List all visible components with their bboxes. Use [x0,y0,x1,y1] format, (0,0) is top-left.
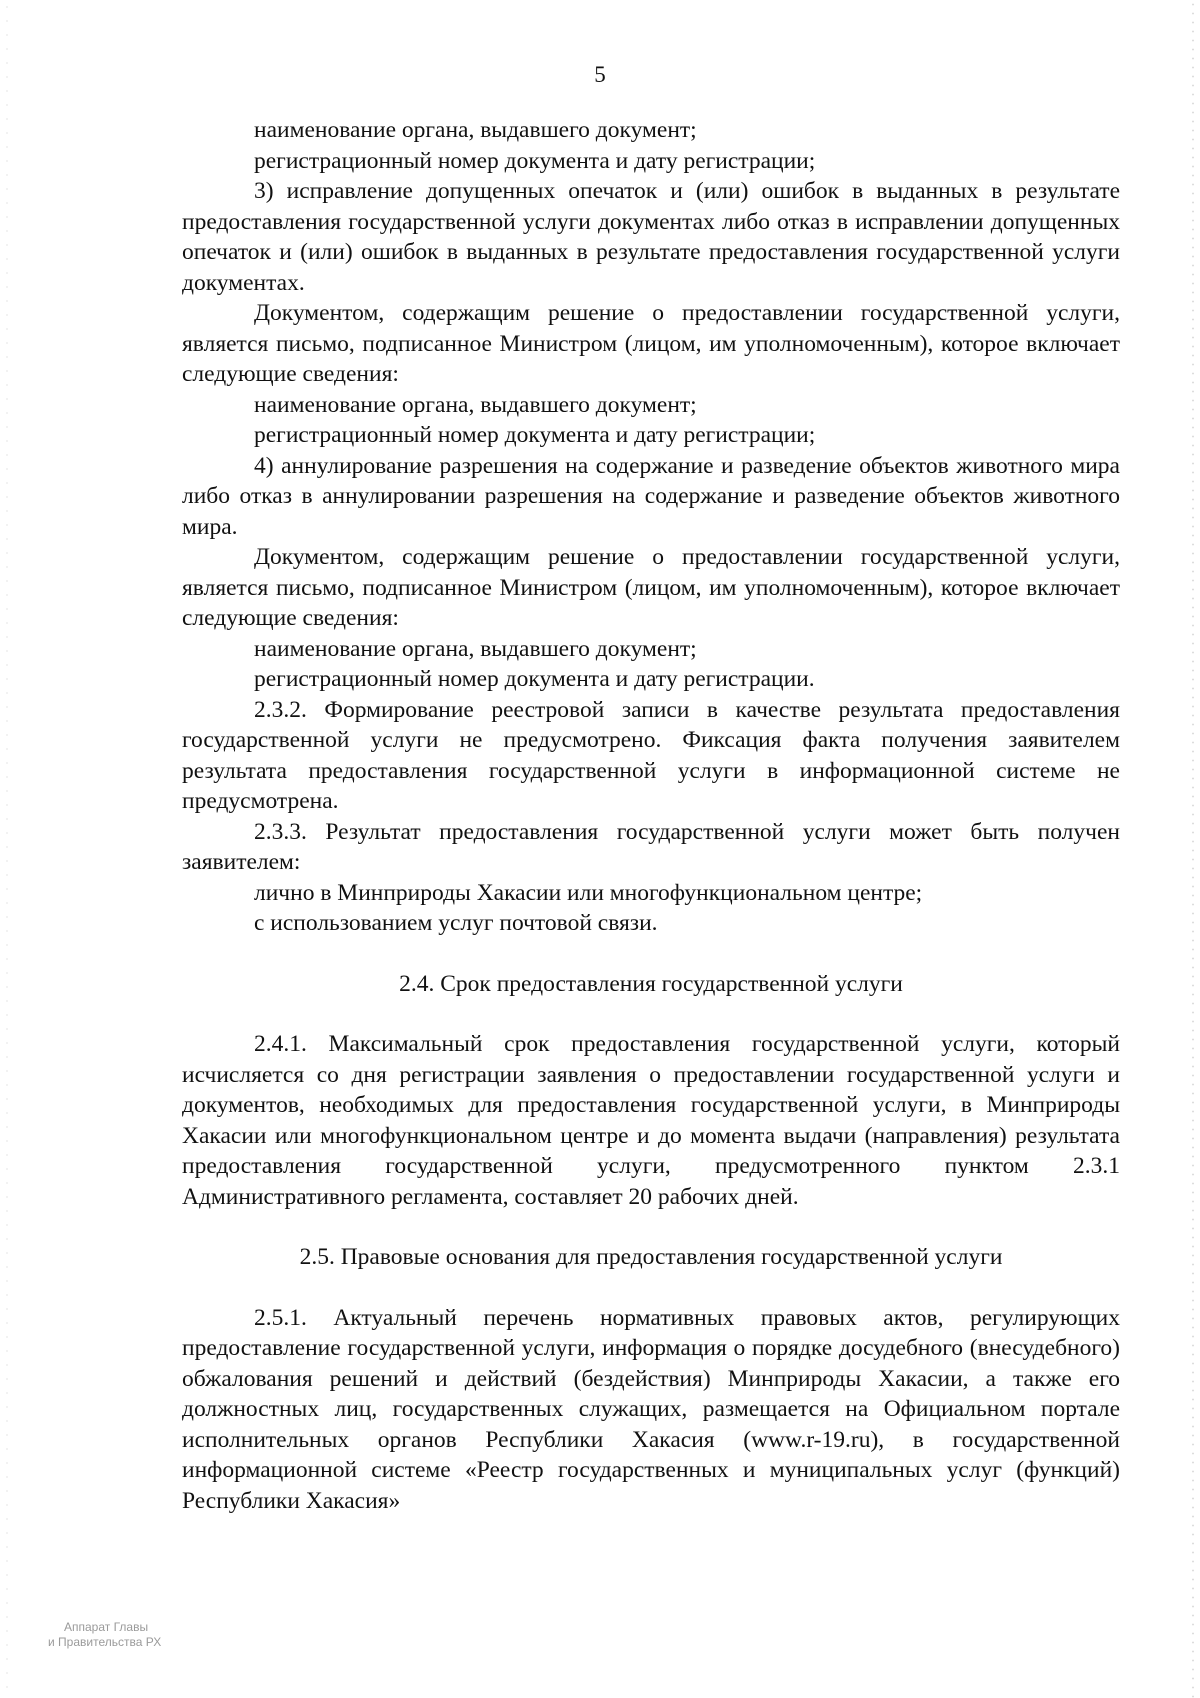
office-stamp [48,1620,161,1650]
list-line: регистрационный номер документа и дату регистрации; [254,147,816,174]
section-heading-2-5: 2.5. Правовые основания для предоставления государственной услуги [299,1244,1003,1270]
paragraph-2-3-3: 2.3.3. Результат предоставления государственной услуги может быть получен заявителем: [182,818,1120,875]
list-line: регистрационный номер документа и дату регистрации; [254,422,816,448]
list-line: регистрационный номер документа и дату регистрации. [254,666,815,692]
paragraph-document-decision: Документом, содержащим решение о предоставлении государственной услуги, является письмо, подписанное Министром (лицом, им уполномоченным), которое включает следующие сведения: [182,300,1120,387]
paragraph-2-3-2: 2.3.2. Формирование реестровой записи в качестве результата предоставления государственной услуги не предусмотрено. Фиксация факта получения заявителем результата предоставления государственной услуги в информационной системе не предусмотрена. [182,696,1120,814]
section-heading-2-4: 2.4. Срок предоставления государственной услуги [399,970,903,997]
list-line: лично в Минприроды Хакасии или многофункциональном центре; [254,879,923,906]
stamp-line: Аппарат Главы [64,1620,149,1634]
scan-edge-right [1192,0,1194,1698]
paragraph-2-4-1: 2.4.1. Максимальный срок предоставления государственной услуги, который исчисляется со дня регистрации заявления о предоставлении государственной услуги и документов, необходимых для предоставления государственной услуги, в Минприроды Хакасии или многофункциональном центре и до момента выдачи (направления) результата предоставления государственной услуги, предусмотренного пунктом 2.3.1 Административного регламента, составляет 20 рабочих дней. [182,1031,1120,1210]
spacer [182,1273,1120,1303]
spacer [182,939,1120,969]
document-body [182,115,1120,1516]
list-line: наименование органа, выдавшего документ; [254,391,697,418]
list-line: с использованием услуг почтовой связи. [254,910,658,936]
scan-edge-left [6,0,8,1698]
page-number: 5 [594,62,606,87]
list-line: наименование органа, выдавшего документ; [254,635,697,662]
paragraph-item-3: 3) исправление допущенных опечаток и (или) ошибок в выданных в результате предоставления государственной услуги документах либо отказ в исправлении допущенных опечаток и (или) ошибок в выданных в результате предоставления государственной услуги документах. [182,178,1120,296]
spacer [182,999,1120,1029]
stamp-line: и Правительства РХ [48,1635,162,1649]
paragraph-document-decision: Документом, содержащим решение о предоставлении государственной услуги, является письмо, подписанное Министром (лицом, им уполномоченным), которое включает следующие сведения: [182,544,1120,631]
paragraph-item-4: 4) аннулирование разрешения на содержание и разведение объектов животного мира либо отказ в аннулировании разрешения на содержание и разведение объектов животного мира. [182,452,1120,540]
list-line: наименование органа, выдавшего документ; [254,117,697,143]
spacer [182,1212,1120,1242]
paragraph-2-5-1: 2.5.1. Актуальный перечень нормативных правовых актов, регулирующих предоставление государственной услуги, информация о порядке досудебного (внесудебного) обжалования решений и действий (бездействия) Минприроды Хакасии, а также его должностных лиц, государственных служащих, размещается на Официальном портале исполнительных органов Республики Хакасия (www.r-19.ru), в государственной информационной системе «Реестр государственных и муниципальных услуг (функций) Республики Хакасия» [182,1304,1120,1514]
